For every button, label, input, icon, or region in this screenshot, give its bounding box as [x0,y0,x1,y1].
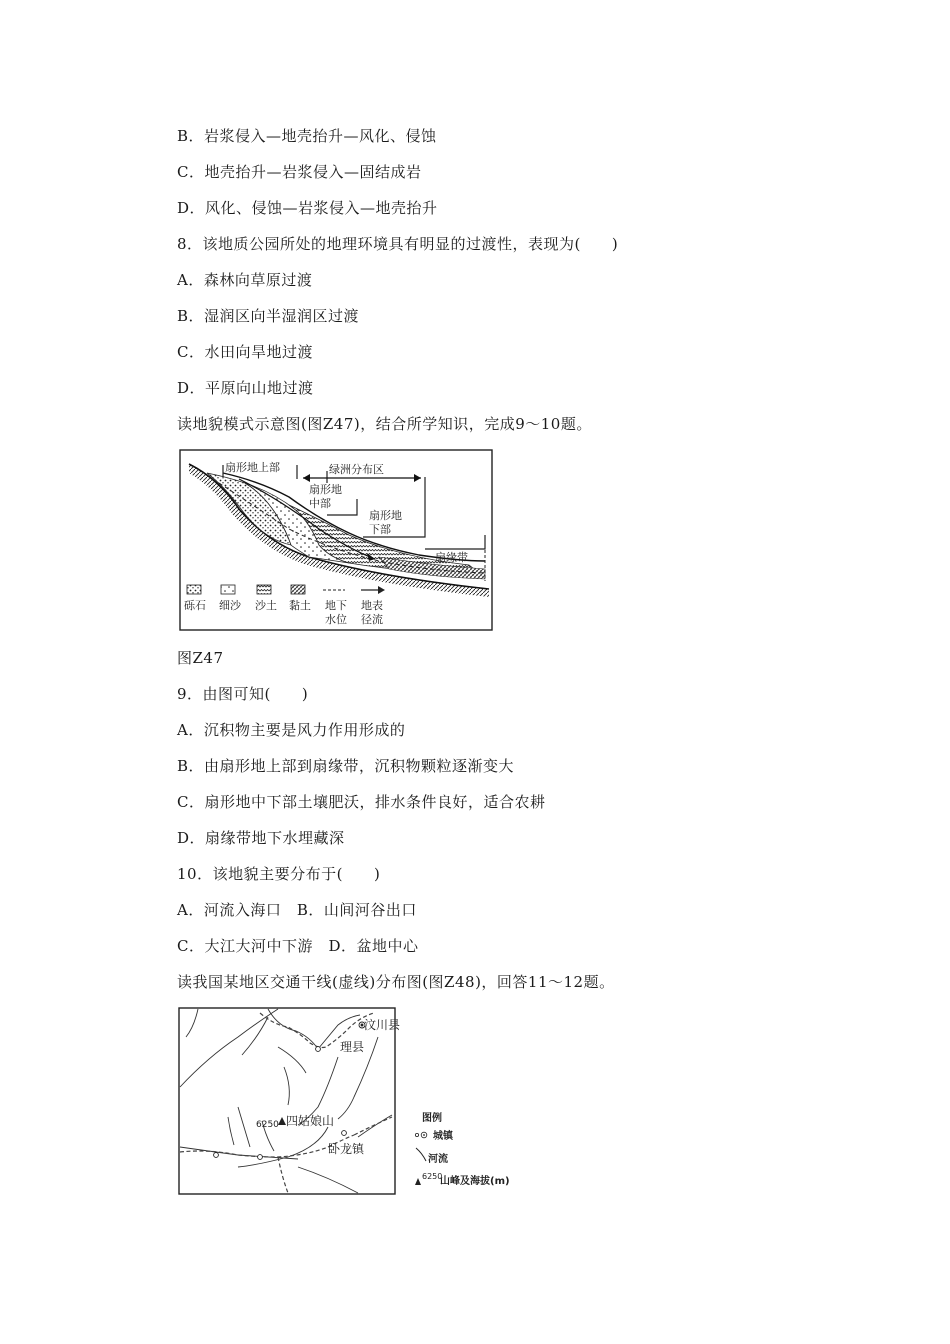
option-7d: D．风化、侵蚀—岩浆侵入—地壳抬升 [177,199,438,217]
option-8b: B．湿润区向半湿润区过渡 [177,307,360,325]
option-10cd: C．大江大河中下游 D．盆地中心 [177,937,419,955]
label-middle-2: 中部 [309,497,331,510]
legend-groundwater-1: 地下 [325,599,347,612]
figure-z48 [178,1007,523,1197]
label-lower-2: 下部 [369,523,391,536]
legend-gravel: 砾石 [184,599,206,612]
label-lower-1: 扇形地 [369,509,402,522]
label-lixian: 理县 [340,1040,365,1054]
legend-runoff-1: 地表 [361,599,383,612]
legend-runoff-2: 径流 [361,613,383,626]
option-8c: C．水田向旱地过渡 [177,343,313,361]
river-icon [416,1148,426,1161]
legend-peak-height: 6250 [422,1172,443,1181]
intro-11-12: 读我国某地区交通干线(虚线)分布图(图Z48)，回答11～12题。 [177,973,615,991]
label-wenchuan: 汶川县 [364,1018,401,1032]
option-7b: B．岩浆侵入—地壳抬升—风化、侵蚀 [177,127,437,145]
figure-z47-caption: 图Z47 [177,649,224,667]
legend-title: 图例 [422,1113,442,1124]
option-9d: D．扇缘带地下水埋藏深 [177,829,345,847]
legend-town: 城镇 [433,1131,453,1142]
label-edge: 扇缘带 [435,551,468,564]
figure-z47 [179,449,493,631]
legend-sandy-soil: 沙土 [255,599,277,612]
label-oasis: 绿洲分布区 [329,463,384,476]
label-upper: 扇形地上部 [225,461,280,474]
legend-clay: 黏土 [289,599,311,612]
option-9c: C．扇形地中下部土壤肥沃，排水条件良好，适合农耕 [177,793,546,811]
option-8d: D．平原向山地过渡 [177,379,314,397]
legend-groundwater-2: 水位 [325,613,347,626]
label-peak-height: 6250 [256,1120,279,1130]
legend-fine-sand: 细沙 [219,599,241,612]
option-9b: B．由扇形地上部到扇缘带，沉积物颗粒逐渐变大 [177,757,515,775]
question-10: 10．该地貌主要分布于( ) [177,865,381,883]
legend-peak: 山峰及海拔(m) [440,1176,510,1187]
option-9a: A．沉积物主要是风力作用形成的 [177,721,406,739]
label-wolong: 卧龙镇 [328,1142,365,1156]
option-8a: A．森林向草原过渡 [177,271,313,289]
label-middle-1: 扇形地 [309,483,342,496]
intro-9-10: 读地貌模式示意图(图Z47)，结合所学知识，完成9～10题。 [177,415,592,433]
option-10ab: A．河流入海口 B．山间河谷出口 [177,901,417,919]
question-9: 9．由图可知( ) [177,685,309,703]
label-peak-name: 四姑娘山 [286,1114,335,1128]
legend-river: 河流 [428,1154,448,1165]
question-8: 8．该地质公园所处的地理环境具有明显的过渡性，表现为( ) [177,235,619,253]
option-7c: C．地壳抬升—岩浆侵入—固结成岩 [177,163,422,181]
